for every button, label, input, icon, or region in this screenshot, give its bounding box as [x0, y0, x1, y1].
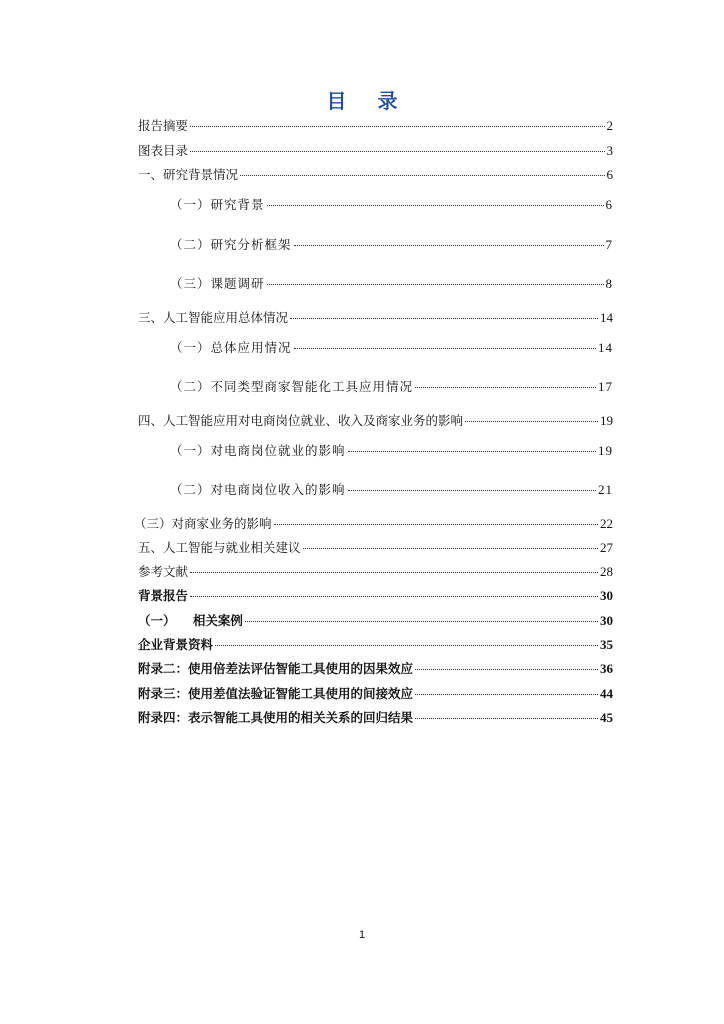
toc-entry[interactable]: [138, 710, 613, 726]
toc-entry-label: 附录二：使用倍差法评估智能工具使用的因果效应: [138, 661, 414, 676]
dot-leader: [190, 596, 598, 597]
toc-entry-label: 三、人工智能应用总体情况: [138, 310, 289, 325]
toc-entry[interactable]: [138, 540, 613, 556]
toc-entry-page: 27: [600, 540, 613, 555]
toc-entry-page: 36: [600, 661, 613, 676]
toc-entry-label: （一）研究背景: [170, 197, 265, 212]
toc-entry[interactable]: [138, 613, 613, 629]
toc-entry-page: 17: [598, 379, 613, 394]
dot-leader: [303, 548, 598, 549]
toc-entry-page: 30: [600, 613, 613, 628]
dot-leader: [348, 451, 596, 452]
dot-leader: [415, 669, 598, 670]
dot-leader: [415, 694, 598, 695]
toc-entry[interactable]: [170, 237, 613, 253]
toc-entry[interactable]: [138, 118, 613, 134]
toc-entry-page: 3: [606, 143, 613, 158]
toc-entry[interactable]: [138, 413, 613, 429]
toc-entry-label: 企业背景资料: [138, 637, 214, 652]
toc-entry[interactable]: [138, 588, 613, 604]
toc-entry-page: 7: [605, 237, 613, 252]
toc-entry[interactable]: [134, 516, 613, 532]
toc-entry[interactable]: [170, 340, 613, 356]
toc-entry-label: （二）对电商岗位收入的影响: [170, 482, 346, 497]
dot-leader: [240, 175, 604, 176]
toc-entry-label: 图表目录: [138, 143, 189, 158]
toc-entry-page: 35: [600, 637, 613, 652]
dot-leader: [215, 645, 598, 646]
toc-title: 目 录: [326, 89, 410, 113]
toc-entry-page: 22: [600, 516, 613, 531]
dot-leader: [465, 421, 598, 422]
dot-leader: [190, 572, 598, 573]
toc-entry-page: 30: [600, 588, 613, 603]
toc-entry-page: 19: [600, 413, 613, 428]
dot-leader: [294, 245, 604, 246]
dot-leader: [415, 387, 596, 388]
toc-entry-label: （一）对电商岗位就业的影响: [170, 443, 346, 458]
toc-entry-label: 附录四：表示智能工具使用的相关关系的回归结果: [138, 710, 414, 725]
dot-leader: [348, 490, 596, 491]
dot-leader: [415, 718, 598, 719]
toc-entry-label: 背景报告: [138, 588, 189, 603]
toc-entry-page: 6: [606, 167, 613, 182]
toc-entry-page: 28: [600, 564, 613, 579]
toc-entry[interactable]: [170, 276, 613, 292]
dot-leader: [190, 151, 604, 152]
dot-leader: [245, 621, 598, 622]
toc-entry-page: 44: [600, 686, 613, 701]
toc-entry-label: （一） 相关案例: [138, 613, 243, 628]
toc-entry-label: （二）不同类型商家智能化工具应用情况: [170, 379, 414, 394]
toc-entry[interactable]: [138, 167, 613, 183]
dot-leader: [294, 348, 596, 349]
toc-entry[interactable]: [170, 482, 613, 498]
toc-entry-page: 14: [598, 340, 613, 355]
toc-entry[interactable]: [170, 379, 613, 395]
toc-entry-label: （二）研究分析框架: [170, 237, 292, 252]
toc-entry-page: 2: [606, 118, 613, 133]
toc-entry-label: 五、人工智能与就业相关建议: [138, 540, 301, 555]
dot-leader: [267, 284, 604, 285]
toc-entry[interactable]: [138, 686, 613, 702]
toc-entry-label: 一、研究背景情况: [138, 167, 239, 182]
toc-entry-label: （三）对商家业务的影响: [134, 516, 272, 531]
toc-entry-page: 6: [605, 197, 613, 212]
toc-entry-label: 四、人工智能应用对电商岗位就业、收入及商家业务的影响: [138, 413, 464, 428]
toc-entry-page: 21: [598, 482, 613, 497]
dot-leader: [274, 524, 598, 525]
dot-leader: [267, 205, 604, 206]
toc-entry-label: （一）总体应用情况: [170, 340, 292, 355]
dot-leader: [290, 318, 598, 319]
toc-entry[interactable]: [138, 637, 613, 653]
toc-entry-page: 19: [598, 443, 613, 458]
toc-entry-label: 附录三：使用差值法验证智能工具使用的间接效应: [138, 686, 414, 701]
toc-entry[interactable]: [138, 564, 613, 580]
toc-entry-page: 8: [605, 276, 613, 291]
toc-entry[interactable]: [170, 443, 613, 459]
toc-entry-label: （三）课题调研: [170, 276, 265, 291]
toc-entry-label: 报告摘要: [138, 118, 189, 133]
toc-entry[interactable]: [138, 310, 613, 326]
toc-entry-page: 14: [600, 310, 613, 325]
toc-entry[interactable]: [170, 197, 613, 213]
dot-leader: [190, 126, 604, 127]
toc-entry-label: 参考文献: [138, 564, 189, 579]
toc-entry[interactable]: [138, 143, 613, 159]
toc-entry[interactable]: [138, 661, 613, 677]
toc-entry-page: 45: [600, 710, 613, 725]
page-number: 1: [358, 929, 366, 941]
